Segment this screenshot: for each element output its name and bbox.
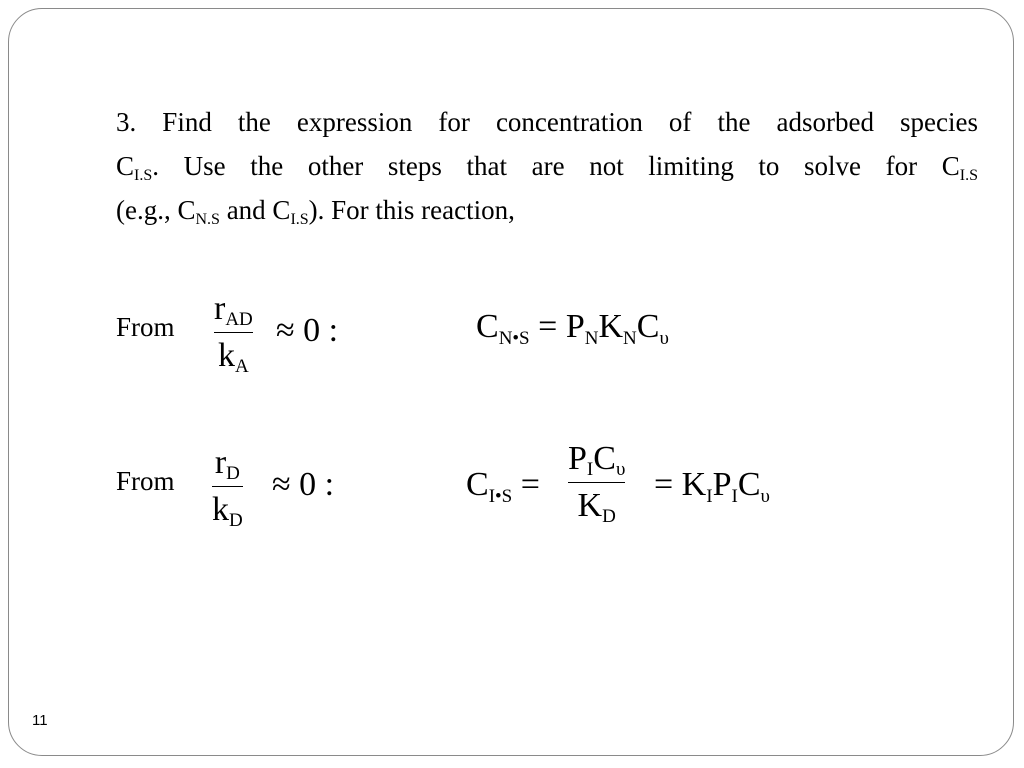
- eq1-approx-zero: ≈ 0 :: [276, 312, 339, 349]
- eq2-mid-numerator: $P_IC_\upsilon$: [568, 440, 626, 480]
- page-number: 11: [32, 712, 48, 729]
- paragraph-line-2: $C_{I.S}$. Use the other steps that are not limiting to solve for $C_{I.S}$: [116, 151, 978, 184]
- eq2-equilibrium-fraction: [568, 440, 625, 525]
- eq2-fraction-denominator: $k_D$: [212, 491, 243, 531]
- eq1-fraction-denominator: $k_A$: [218, 337, 249, 377]
- eq2-mid-denominator: $K_D$: [577, 487, 616, 527]
- eq1-result: $C_{N•S} = P_NK_NC_\upsilon$: [476, 308, 669, 349]
- eq2-rhs: = $K_IP_IC_\upsilon$: [654, 466, 770, 507]
- eq2-rate-fraction: [212, 444, 243, 529]
- eq1-fraction-bar: [214, 332, 253, 333]
- eq2-fraction-numerator: $r_D$: [214, 444, 240, 484]
- eq1-from-label: From: [116, 312, 175, 342]
- eq2-from-label: From: [116, 466, 175, 496]
- eq2-mid-fraction-bar: [568, 482, 625, 483]
- paragraph-line-3: (e.g., $C_{N.S}$ and $C_{I.S}$). For this reaction,: [116, 195, 515, 228]
- eq2-lhs: $C_{I•S}$ =: [466, 466, 540, 507]
- eq2-approx-zero: ≈ 0 :: [272, 466, 335, 503]
- eq1-rate-fraction: [214, 290, 253, 375]
- step-3-paragraph: [116, 100, 978, 232]
- eq2-fraction-bar: [212, 486, 243, 487]
- paragraph-line-1: 3. Find the expression for concentration of the adsorbed species: [116, 107, 978, 137]
- eq1-fraction-numerator: $r_{AD}$: [214, 290, 253, 330]
